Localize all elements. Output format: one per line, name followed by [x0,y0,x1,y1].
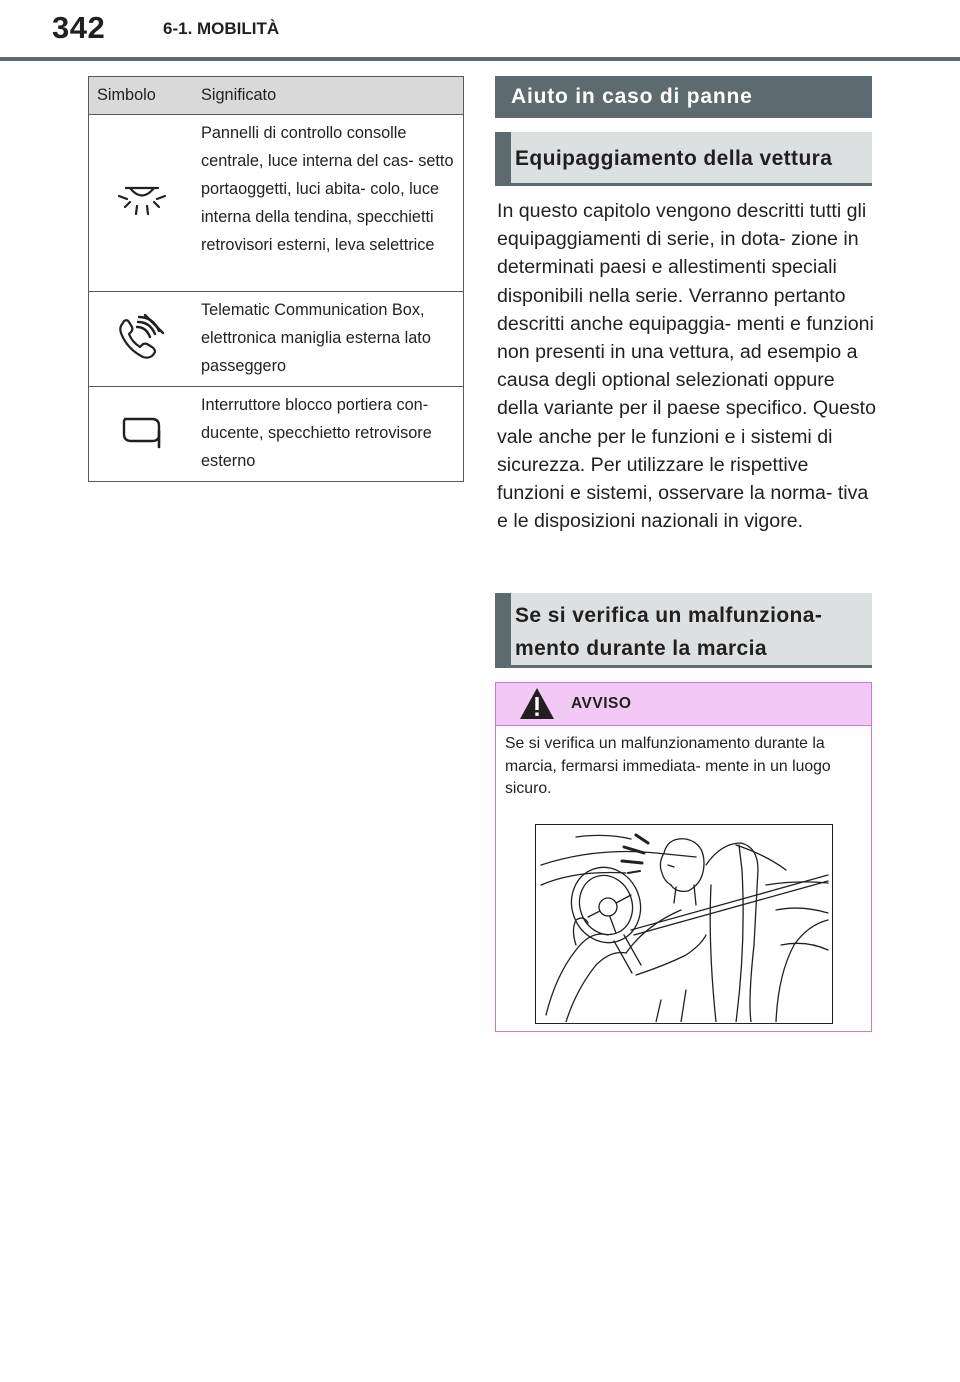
table-row [89,387,464,482]
symbol-cell [89,387,196,482]
meaning-cell: Pannelli di controllo consolle centrale, luce interna del cas- setto portaoggetti, luci abita- colo, luce interna della tendina, specchietti retrovisori esterni, leva selettrice [195,115,464,292]
driver-at-steering-wheel-illustration [535,824,833,1024]
telephone-icon [117,311,167,363]
table-row [89,115,464,292]
section-heading-malfunction: Se si verifica un malfunziona- mento durante la marcia [495,593,872,668]
col-meaning-header: Significato [195,77,464,115]
warning-header [496,683,871,726]
chapter-title: 6-1. MOBILITÀ [163,19,280,38]
header-rule [0,57,960,61]
section-heading-equipment: Equipaggiamento della vettura [495,132,872,186]
mirror-icon [119,413,165,451]
section-banner: Aiuto in caso di panne [495,76,872,118]
warning-text: Se si verifica un malfunzionamento durante la marcia, fermarsi immediata- mente in un luogo sicuro. [505,735,831,798]
meaning-cell: Interruttore blocco portiera con- ducente, specchietto retrovisore esterno [195,387,464,482]
symbol-cell [89,115,196,292]
warning-title: AVVISO [571,695,632,712]
section-body-text: In questo capitolo vengono descritti tutti gli equipaggiamenti di serie, in dota- zione in determinati paesi e allestimenti speciali disponibili nella serie. Verranno pertanto descritti anche equipaggia- menti e funzioni non presenti in una vettura, ad esempio a causa degli optional selezionati oppure della variante per il paese specifico. Questo vale anche per le funzioni e i sistemi di sicurezza. Per utilizzare le rispettive funzioni e sistemi, osservare la norma- tiva e le disposizioni nazionali in vigore. [497,200,877,533]
col-symbol-header: Simbolo [89,77,196,115]
warning-box [495,682,872,1032]
table-header-row [89,77,464,115]
symbol-table [88,76,464,482]
page-number: 342 [52,10,106,45]
meaning-cell: Telematic Communication Box, elettronica maniglia esterna lato passeggero [195,292,464,387]
interior-light-icon [116,181,168,221]
symbol-cell [89,292,196,387]
table-row [89,292,464,387]
warning-triangle-icon [518,686,556,722]
